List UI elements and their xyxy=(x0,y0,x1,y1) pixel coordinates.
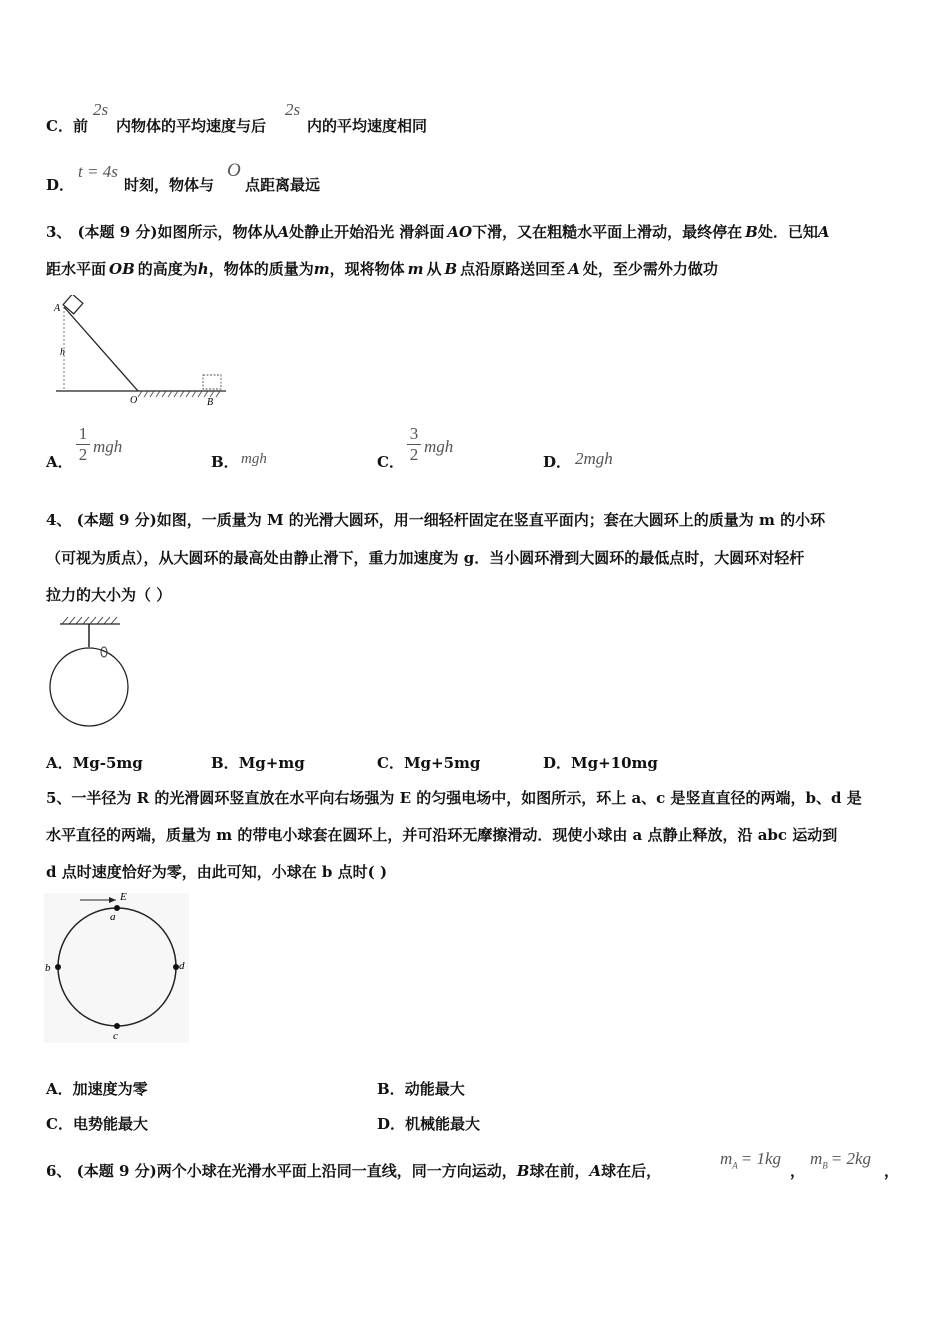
label-b: b xyxy=(45,962,51,974)
label-a: A xyxy=(54,303,61,314)
math-mb: $m_B = 2kg$ xyxy=(810,1149,872,1171)
q5-line-3: d 点时速度恰好为零，由此可知，小球在 b 点时( ) xyxy=(46,863,388,881)
q2-option-d-label: D． xyxy=(46,176,75,194)
block-at-a xyxy=(63,295,83,314)
circle-field-figure xyxy=(44,893,189,1043)
q3-line-1: 3、 (本题 9 分)如图所示，物体从A处静止开始沿光 滑斜面 AO下滑，又在粗糙水平面上滑动，最终停在 B处．已知A xyxy=(46,223,830,241)
math-expr: mgh xyxy=(241,451,267,467)
math-expr: 2mgh xyxy=(575,449,613,468)
q5-option-a: A．加速度为零 xyxy=(46,1080,148,1098)
q4-line-3: 拉力的大小为（ ） xyxy=(46,586,172,604)
option-text: 内物体的平均速度与后 xyxy=(116,117,267,135)
label-e: E xyxy=(120,893,127,903)
point-b xyxy=(55,964,61,970)
math-O: O xyxy=(227,160,241,181)
fraction: $\frac{3}{2}$ xyxy=(407,424,421,465)
option-text: 内的平均速度相同 xyxy=(307,117,428,135)
q2-option-c xyxy=(46,116,88,136)
q3-option-c-label: C． xyxy=(377,453,404,471)
q3-option-b-label: B． xyxy=(211,453,239,471)
q4-option-b: B．Mg+mg xyxy=(211,754,305,772)
option-text: 点距离最远 xyxy=(245,176,321,194)
label-o: O xyxy=(130,395,138,406)
label-d: d xyxy=(179,960,185,972)
q4-option-d: D．Mg+10mg xyxy=(543,754,658,772)
label-b: B xyxy=(207,397,214,408)
q3-option-a-label: A． xyxy=(46,453,73,471)
incline-figure xyxy=(46,295,231,410)
q4-line-1: 4、 (本题 9 分)如图，一质量为 M 的光滑大圆环，用一细轻杆固定在竖直平面内；套在大圆环上的质量为 m 的小环 xyxy=(46,511,826,529)
math-expr: mgh xyxy=(424,437,454,456)
big-ring xyxy=(50,648,128,726)
math-expr: mgh xyxy=(93,437,123,456)
option-text: 前 xyxy=(72,117,88,135)
q3-option-d-label: D． xyxy=(543,453,572,471)
q5-line-2: 水平直径的两端，质量为 m 的带电小球套在圆环上，并可沿环无摩擦滑动．现使小球由 a 点静止释放，沿 abc 运动到 xyxy=(46,826,838,844)
label-c: c xyxy=(113,1030,118,1042)
incline-line xyxy=(64,307,138,391)
q4-option-a: A．Mg-5mg xyxy=(46,754,143,772)
ceiling-hatching xyxy=(62,617,117,624)
option-label: C． xyxy=(46,117,73,135)
math-t4s: t = 4s xyxy=(78,162,118,181)
q3-line-2: 距水平面 OB 的高度为h，物体的质量为m，现将物体 m 从 B 点沿原路送回至 A 处，至少需外力做功 xyxy=(46,260,718,278)
separator: ， xyxy=(790,1162,806,1180)
q6-line-1: 6、 (本题 9 分)两个小球在光滑水平面上沿同一直线，同一方向运动，B球在前，A球在后， xyxy=(46,1162,662,1180)
separator: ， xyxy=(884,1162,900,1180)
q4-line-2: （可视为质点），从大圆环的最高处由静止滑下，重力加速度为 g．当小圆环滑到大圆环的最低点时，大圆环对轻杆 xyxy=(46,549,805,567)
q5-option-b: B．动能最大 xyxy=(377,1080,465,1098)
q4-option-c: C．Mg+5mg xyxy=(377,754,481,772)
fraction: $\frac{1}{2}$ xyxy=(76,424,90,465)
q5-option-d: D．机械能最大 xyxy=(377,1115,481,1133)
option-text: 时刻，物体与 xyxy=(124,176,215,194)
figure-background xyxy=(44,893,189,1043)
q5-line-1: 5、一半径为 R 的光滑圆环竖直放在水平向右场强为 E 的匀强电场中，如图所示，环上 a、c 是竖直直径的两端，b、d 是 xyxy=(46,789,862,807)
math-ma: $m_A = 1kg$ xyxy=(720,1149,782,1171)
point-c xyxy=(114,1023,120,1029)
label-h: h xyxy=(60,347,65,358)
math-2s: 2s xyxy=(285,100,301,119)
label-a: a xyxy=(110,911,116,923)
math-2s: 2s xyxy=(93,100,109,119)
block-at-b xyxy=(203,375,221,389)
ring-figure xyxy=(46,615,136,733)
q5-option-c: C．电势能最大 xyxy=(46,1115,148,1133)
